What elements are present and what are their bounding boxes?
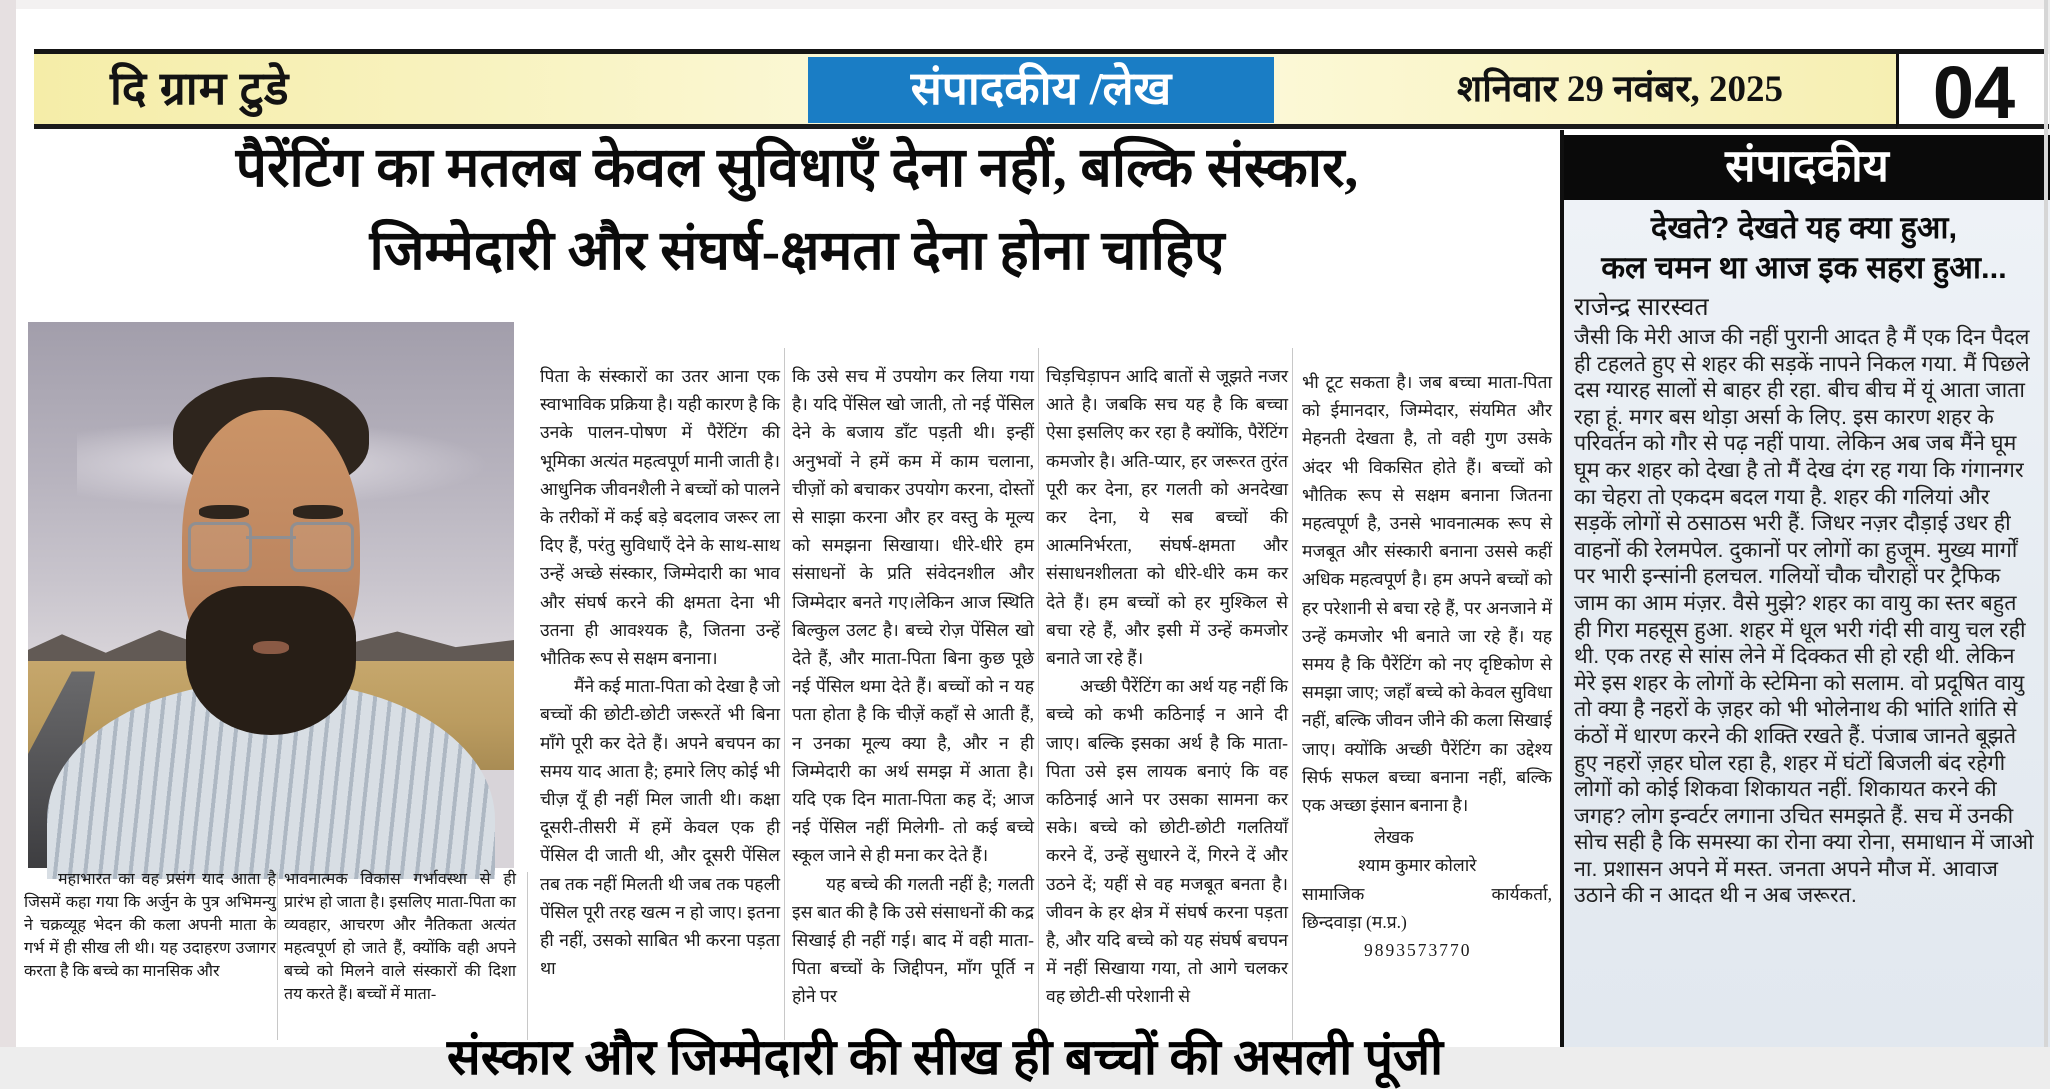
article-paragraph: कि उसे सच में उपयोग कर लिया गया है। यदि पेंसिल खो जाती, तो नई पेंसिल देने के बजाय डाँट पड़ती थी। इन्हीं अनुभवों ने हमें कम में काम चलाना, चीज़ों को बचाकर उपयोग करना, दोस्तों से साझा करना और हर वस्तु के मूल्य को समझना सिखाया। धीरे-धीरे हम संसाधनों के प्रति संवेदनशील और जिम्मेदार बनते गए।लेकिन आज स्थिति बिल्कुल उलट है। बच्चे रोज़ पेंसिल खो देते हैं, और माता-पिता बिना कुछ पूछे नई पेंसिल थमा देते हैं। बच्चों को न यह पता होता है कि चीज़ें कहाँ से आती हैं, न उनका मूल्य क्या है, और न ही जिम्मेदारी का अर्थ समझ में आता है। यदि एक दिन माता-पिता कह दें; आज नई पेंसिल नहीं मिलेगी- तो कई बच्चे स्कूल जाने से ही मना कर देते हैं। (792, 366, 1034, 866)
sidebar-title: संपादकीय (1725, 141, 1889, 191)
column-rule (527, 872, 528, 1040)
author-photo (28, 322, 514, 868)
article-column-5 (1046, 362, 1288, 1040)
photo-eyebrow-left (199, 505, 248, 519)
article-column-3 (540, 362, 780, 1040)
article-paragraph: भी टूट सकता है। जब बच्चा माता-पिता को ईमानदार, जिम्मेदार, संयमित और मेहनती देखता है, तो वही गुण उसके अंदर भी विकसित होते हैं। बच्चों को भौतिक रूप से सक्षम बनाना जितना महत्वपूर्ण है, उनसे भावनात्मक रूप से मजबूत और संस्कारी बनाना उससे कहीं अधिक महत्वपूर्ण है। हम अपने बच्चों को हर परेशानी से बचा रहे हैं, पर अनजाने में उन्हें कमजोर भी बनाते जा रहे हैं। यह समय है कि पैरेंटिंग को नए दृष्टिकोण से समझा जाए; जहाँ बच्चे को केवल सुविधा नहीं, बल्कि जीवन जीने की कला सिखाई जाए। क्योंकि अच्छी पैरेंटिंग का उद्देश्य सिर्फ सफल बच्चा बनाना नहीं, बल्कि एक अच्छा इंसान बनाना है। (1302, 372, 1552, 816)
sidebar-title-bar (1564, 135, 2050, 200)
photo-beard (186, 586, 356, 735)
column-rule (277, 872, 278, 1040)
column-rule (1292, 348, 1293, 1040)
editorial-sidebar (1560, 130, 2050, 1047)
section-label: संपादकीय /लेख (910, 63, 1172, 114)
photo-glasses-left-lens (188, 522, 252, 572)
article-paragraph: यह बच्चे की गलती नहीं है; गलती इस बात की है कि उसे संसाधनों की कद्र सिखाई ही नहीं गई। बाद में वही माता-पिता बच्चों के जिद्दीपन, माँग पूर्ति न होने पर (792, 873, 1034, 1007)
author-name: श्याम कुमार कोलारे (1358, 855, 1477, 876)
masthead-title: दि ग्राम टुडे (110, 63, 290, 114)
bottom-cutoff-headline: संस्कार और जिम्मेदारी की सीख ही बच्चों की असली पूंजी (446, 1029, 1444, 1085)
column-rule (1038, 348, 1039, 1040)
photo-head (159, 377, 383, 716)
article-headline-line2: जिम्मेदारी और संघर्ष-क्षमता देना होना चाहिए (369, 220, 1225, 281)
article-headline (36, 126, 1558, 292)
dateline: शनिवार 29 नवंबर, 2025 (1457, 69, 1783, 110)
article-column-6 (1302, 368, 1552, 1040)
article-headline-line1: पैरेंटिंग का मतलब केवल सुविधाएँ देना नहीं, बल्कि संस्कार, (235, 137, 1359, 198)
author-block (1302, 823, 1552, 964)
author-role: सामाजिक कार्यकर्ता, (1302, 883, 1552, 904)
article-column-2 (284, 868, 516, 1044)
author-label: लेखक (1374, 827, 1414, 848)
scan-edge-right (2044, 0, 2048, 1047)
sidebar-headline-line2: कल चमन था आज इक सहरा हुआ... (1601, 250, 2007, 285)
author-phone: 9893573770 (1364, 940, 1472, 961)
article-paragraph: चिड़चिड़ापन आदि बातों से जूझते नजर आते है। जबकि सच यह है कि बच्चा ऐसा इसलिए कर रहा है क्योंकि, पैरेंटिंग कमजोर है। अति-प्यार, हर जरूरत तुरंत पूरी कर देना, हर गलती को अनदेखा कर देना, ये सब बच्चों की आत्मनिर्भरता, संघर्ष-क्षमता और संसाधनशीलता को धीरे-धीरे कम कर देते हैं। हम बच्चों को हर मुश्किल से बचा रहे हैं, और इसी में उन्हें कमजोर बनाते जा रहे हैं। (1046, 366, 1288, 669)
sidebar-byline: राजेन्द्र सारस्वत (1574, 293, 1709, 321)
photo-eyebrow-right (293, 505, 342, 519)
section-label-box (808, 57, 1274, 123)
article-paragraph: भावनात्मक विकास गर्भावस्था से ही प्रारंभ हो जाता है। इसलिए माता-पिता का व्यवहार, आचरण और नैतिकता अत्यंत महत्वपूर्ण हो जाते हैं, क्योंकि वही अपने बच्चे को मिलने वाले संस्कारों की दिशा तय करते हैं। बच्चों में माता- (284, 871, 516, 1003)
article-paragraph: अच्छी पैरेंटिंग का अर्थ यह नहीं कि बच्चे को कभी कठिनाई न आने दी जाए। बल्कि इसका अर्थ है कि माता-पिता उसे इस लायक बनाएं कि वह कठिनाई आने पर उसका सामना कर सके। बच्चे को छोटी-छोटी गलतियाँ करने दें, उन्हें सुधारने दें, गिरने दें और उठने दें; यहीं से वह मजबूत बनता है। जीवन के हर क्षेत्र में संघर्ष करना पड़ता है, और यदि बच्चे को यह संघर्ष बचपन में नहीं सिखाया गया, तो आगे चलकर वह छोटी-सी परेशानी से (1046, 676, 1288, 1007)
scan-edge-left (0, 0, 16, 1047)
scan-edge-top (0, 0, 2048, 9)
sidebar-content (1564, 200, 2050, 1047)
author-place: छिन्दवाड़ा (म.प्र.) (1302, 911, 1407, 932)
sidebar-headline-line1: देखते? देखते यह क्या हुआ, (1650, 210, 1958, 245)
sidebar-body: जैसी कि मेरी आज की नहीं पुरानी आदत है मैं एक दिन पैदल ही टहलते हुए से शहर की सड़कें नापने निकल गया. मैं पिछले दस ग्यारह सालों से बाहर ही रहा. बीच बीच में यूं आता जाता रहा हूं. मगर बस थोड़ा अर्सा के लिए. इस कारण शहर के परिवर्तन को गौर से पढ़ नहीं पाया. लेकिन अब जब मैंने घूम घूम कर शहर को देखा है तो मैं देख दंग रह गया कि गंगानगर का चेहरा तो एकदम बदल गया है. शहर की गलियां और सड़कें लोगों से ठसाठस भरी हैं. जिधर नज़र दौड़ाई उधर ही वाहनों की रेलमपेल. दुकानों पर लोगों का हुजूम. मुख्य मार्गों पर भारी इन्सांनी हलचल. गलियों चौक चौराहों पर ट्रैफिक जाम का आम मंज़र. वैसे मुझे? शहर का वायु का स्तर बहुत ही गिरा महसूस हुआ. शहर में धूल भरी गंदी सी वायु चल रही थी. एक तरह से सांस लेने में दिक्कत सी हो रही थी. लेकिन मेरे इस शहर के लोगों के स्टेमिना को सलाम. वो प्रदूषित वायु तो क्या है नहरों के ज़हर को भी भोलेनाथ की भांति शांति से कंठों में धारण करने की शक्ति रखते हैं. पंजाब जानते बूझते हुए नहरों ज़हर घोल रहा है, शहर में घंटों बिजली बंद रहेगी लोगों को कोई शिकवा शिकायत नहीं. शिकायत करने की जगह? लोग इन्वर्टर लगाना उचित समझते हैं. सच में उनकी सोच सही है कि समस्या का रोना क्या रोना, समाधान में जाओ ना. प्रशासन अपने में मस्त. जनता अपने मौज में. आवाज उठाने की न आदत थी न अब जरूरत. (1574, 325, 2034, 908)
article-paragraph: महाभारत का वह प्रसंग याद आता है जिसमें कहा गया कि अर्जुन के पुत्र अभिमन्यु ने चक्रव्यूह भेदन की कला अपनी माता के गर्भ में ही सीख ली थी। यह उदाहरण उजागर करता है कि बच्चे का मानसिक और (24, 871, 276, 980)
page-number-box (1896, 51, 2049, 134)
article-paragraph: मैंने कई माता-पिता को देखा है जो बच्चों की छोटी-छोटी जरूरतें भी बिना माँगे पूरी कर देते हैं। अपने बचपन का समय याद आता है; हमारे लिए कोई भी चीज़ यूँ ही नहीं मिल जाती थी। कक्षा दूसरी-तीसरी में हमें केवल एक ही पेंसिल दी जाती थी, और दूसरी पेंसिल तब तक नहीं मिलती थी जब तक पहली पेंसिल पूरी तरह खत्म न हो जाए। इतना ही नहीं, उसको साबित भी करना पड़ता था (540, 676, 780, 979)
article-paragraph: पिता के संस्कारों का उतर आना एक स्वाभाविक प्रक्रिया है। यही कारण है कि उनके पालन-पोषण में पैरेंटिंग की भूमिका अत्यंत महत्वपूर्ण मानी जाती है। आधुनिक जीवनशैली ने बच्चों को पालने के तरीकों में कई बड़े बदलाव जरूर ला दिए हैं, परंतु सुविधाएँ देने के साथ-साथ उन्हें अच्छे संस्कार, जिम्मेदारी का भाव और संघर्ष करने की क्षमता देना भी उतना ही आवश्यक है, जितना उन्हें भौतिक रूप से सक्षम बनाना। (540, 366, 780, 669)
column-rule (784, 348, 785, 1040)
photo-glasses-right-lens (290, 522, 354, 572)
page-number: 04 (1932, 51, 2016, 134)
photo-mouth (253, 641, 289, 655)
photo-glasses-bridge (246, 536, 295, 539)
article-column-1 (24, 868, 276, 1044)
article-column-4 (792, 362, 1034, 1040)
